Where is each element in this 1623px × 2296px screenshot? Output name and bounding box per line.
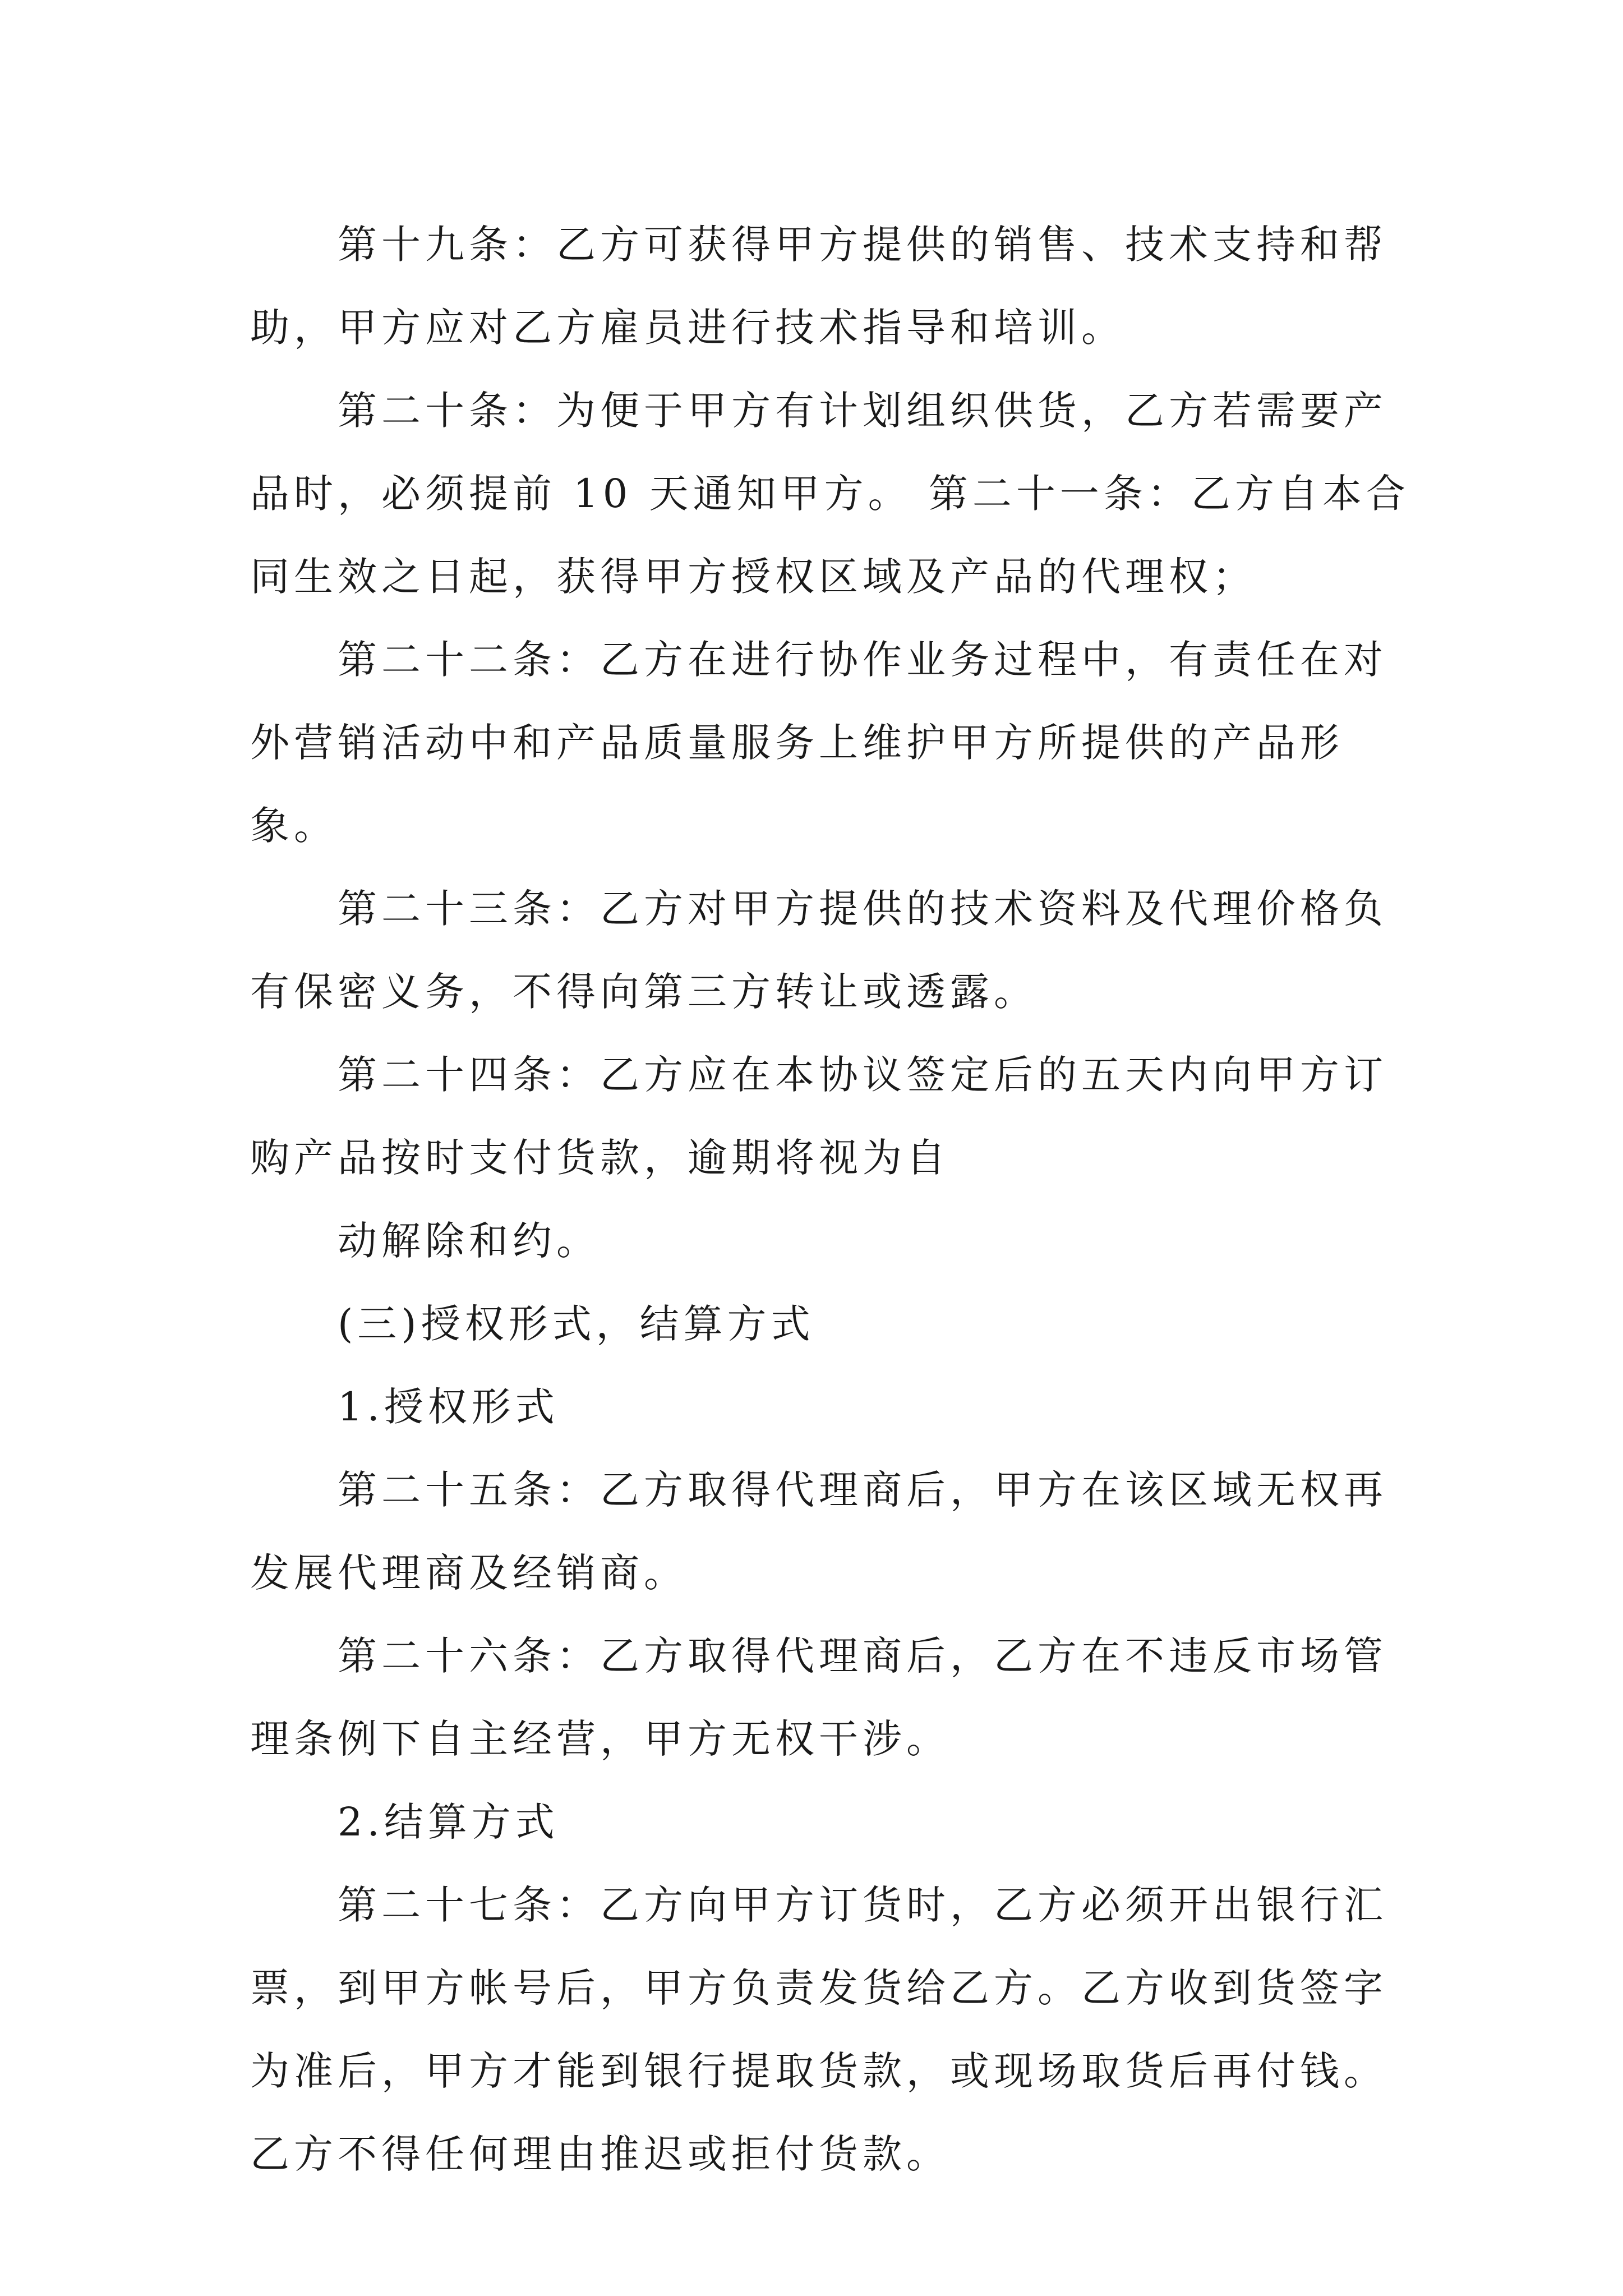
text-line: 品时，必须提前 10 天通知甲方。 第二十一条：乙方自本合 bbox=[250, 471, 1410, 517]
article-22 bbox=[250, 618, 1405, 867]
text-line: 购产品按时支付货款，逾期将视为自 bbox=[250, 1135, 950, 1181]
subsection-title: 2.结算方式 bbox=[338, 1799, 559, 1845]
text-line: 票，到甲方帐号后，甲方负责发货给乙方。乙方收到货签字 bbox=[250, 1965, 1387, 2011]
text-line: 助，甲方应对乙方雇员进行技术指导和培训。 bbox=[250, 305, 1125, 351]
text-line: 同生效之日起，获得甲方授权区域及产品的代理权； bbox=[250, 554, 1256, 600]
text-line: 乙方不得任何理由推迟或拒付货款。 bbox=[250, 2131, 950, 2177]
text-line: 第二十七条：乙方向甲方订货时，乙方必须开出银行汇 bbox=[338, 1882, 1387, 1928]
text-line: 外营销活动中和产品质量服务上维护甲方所提供的产品形 bbox=[250, 720, 1344, 766]
section-title: (三)授权形式，结算方式 bbox=[338, 1301, 815, 1347]
text-line: 第二十条：为便于甲方有计划组织供货，乙方若需要产 bbox=[338, 388, 1387, 434]
article-26 bbox=[250, 1614, 1405, 1780]
subsection-heading-2 bbox=[250, 1780, 1405, 1864]
text-line: 第二十六条：乙方取得代理商后，乙方在不违反市场管 bbox=[338, 1633, 1387, 1679]
article-27 bbox=[250, 1864, 1405, 2196]
article-19 bbox=[250, 203, 1405, 369]
text-line: 第二十三条：乙方对甲方提供的技术资料及代理价格负 bbox=[338, 886, 1387, 932]
text-line: 动解除和约。 bbox=[338, 1218, 600, 1264]
text-line: 有保密义务，不得向第三方转让或透露。 bbox=[250, 969, 1038, 1015]
document-body bbox=[250, 203, 1410, 2196]
text-line: 第二十五条：乙方取得代理商后，甲方在该区域无权再 bbox=[338, 1467, 1387, 1513]
text-line: 第二十四条：乙方应在本协议签定后的五天内向甲方订 bbox=[338, 1052, 1387, 1098]
text-line: 第十九条：乙方可获得甲方提供的销售、技术支持和帮 bbox=[338, 222, 1387, 268]
subsection-heading-1 bbox=[250, 1365, 1405, 1448]
article-20-21 bbox=[250, 369, 1410, 618]
article-25 bbox=[250, 1448, 1405, 1614]
article-24 bbox=[250, 1033, 1405, 1199]
text-line: 第二十二条：乙方在进行协作业务过程中，有责任在对 bbox=[338, 637, 1387, 683]
text-line: 为准后，甲方才能到银行提取货款，或现场取货后再付钱。 bbox=[250, 2048, 1387, 2094]
subsection-title: 1.授权形式 bbox=[338, 1384, 559, 1430]
article-24-continued bbox=[250, 1199, 1405, 1282]
text-line: 象。 bbox=[250, 803, 338, 849]
text-line: 理条例下自主经营，甲方无权干涉。 bbox=[250, 1716, 950, 1762]
section-heading bbox=[250, 1282, 1405, 1365]
article-23 bbox=[250, 867, 1405, 1033]
text-line: 发展代理商及经销商。 bbox=[250, 1550, 688, 1596]
